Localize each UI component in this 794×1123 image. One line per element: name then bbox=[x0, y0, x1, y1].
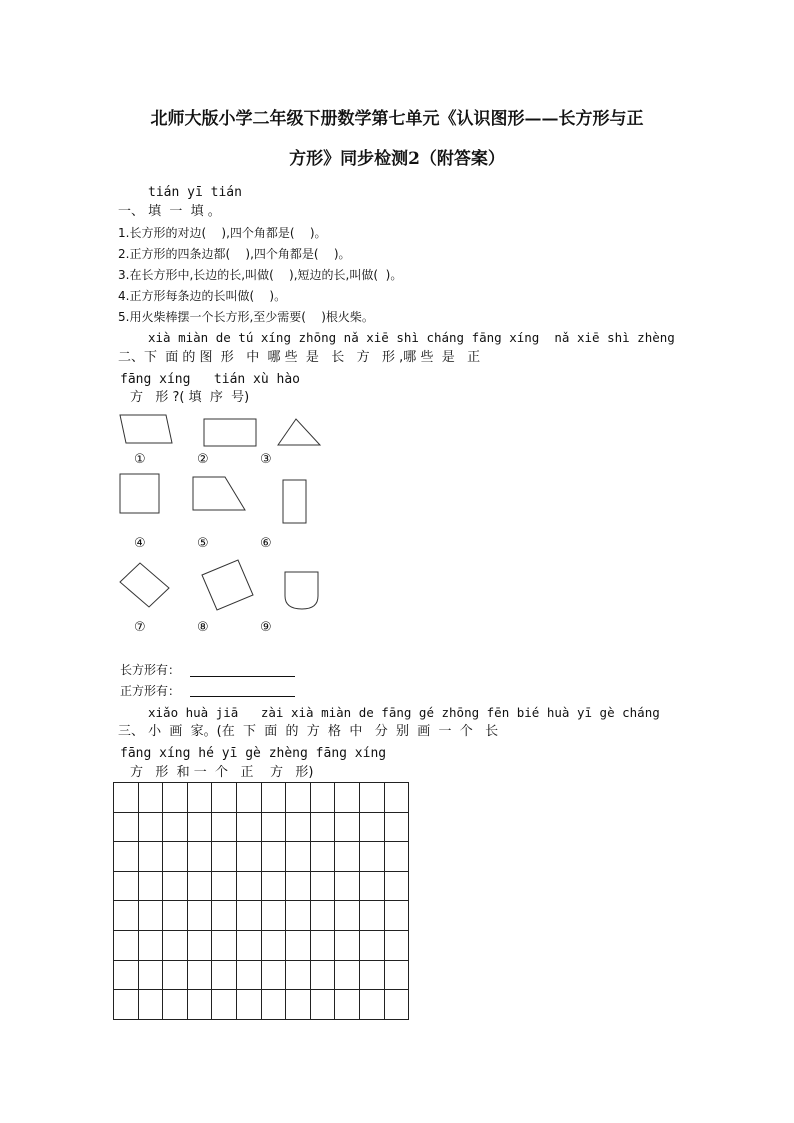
grid-cell[interactable] bbox=[359, 990, 384, 1020]
grid-cell[interactable] bbox=[212, 812, 237, 842]
grid-cell[interactable] bbox=[114, 783, 139, 813]
grid-cell[interactable] bbox=[261, 842, 286, 872]
shape-label-4: ④ bbox=[134, 536, 146, 551]
grid-cell[interactable] bbox=[384, 901, 409, 931]
grid-cell[interactable] bbox=[384, 783, 409, 813]
shape-1-parallelogram bbox=[118, 412, 174, 446]
section3-pinyin1: xiǎo huà jiā zài xià miàn de fāng gé zhōng fēn bié huà yī gè cháng bbox=[148, 705, 660, 720]
grid-cell[interactable] bbox=[286, 960, 311, 990]
grid-cell[interactable] bbox=[384, 930, 409, 960]
grid-cell[interactable] bbox=[163, 990, 188, 1020]
grid-cell[interactable] bbox=[310, 783, 335, 813]
grid-cell[interactable] bbox=[384, 871, 409, 901]
grid-cell[interactable] bbox=[163, 812, 188, 842]
grid-cell[interactable] bbox=[335, 871, 360, 901]
shape-label-3: ③ bbox=[260, 452, 272, 467]
grid-cell[interactable] bbox=[187, 930, 212, 960]
grid-cell[interactable] bbox=[261, 960, 286, 990]
grid-cell[interactable] bbox=[114, 871, 139, 901]
question-1: 1.长方形的对边( ),四个角都是( )。 bbox=[118, 226, 327, 240]
grid-cell[interactable] bbox=[138, 842, 163, 872]
grid-cell[interactable] bbox=[359, 812, 384, 842]
shape-label-1: ① bbox=[134, 452, 146, 467]
grid-cell[interactable] bbox=[114, 812, 139, 842]
grid-cell[interactable] bbox=[236, 871, 261, 901]
grid-cell[interactable] bbox=[163, 871, 188, 901]
grid-cell[interactable] bbox=[286, 842, 311, 872]
shape-label-2: ② bbox=[197, 452, 209, 467]
shape-label-9: ⑨ bbox=[260, 620, 272, 635]
section1-pinyin: tián yī tián bbox=[148, 185, 242, 200]
shape-3-triangle bbox=[274, 416, 324, 448]
shape-label-6: ⑥ bbox=[260, 536, 272, 551]
grid-cell[interactable] bbox=[359, 871, 384, 901]
grid-cell[interactable] bbox=[236, 842, 261, 872]
grid-cell[interactable] bbox=[261, 812, 286, 842]
grid-cell[interactable] bbox=[359, 783, 384, 813]
grid-row bbox=[114, 842, 409, 872]
grid-cell[interactable] bbox=[138, 812, 163, 842]
grid-cell[interactable] bbox=[384, 842, 409, 872]
section2-pinyin1: xià miàn de tú xíng zhōng nǎ xiē shì cháng fāng xíng nǎ xiē shì zhèng bbox=[148, 330, 675, 345]
grid-cell[interactable] bbox=[310, 930, 335, 960]
grid-row bbox=[114, 812, 409, 842]
grid-cell[interactable] bbox=[138, 960, 163, 990]
grid-cell[interactable] bbox=[187, 990, 212, 1020]
grid-cell[interactable] bbox=[359, 901, 384, 931]
grid-cell[interactable] bbox=[187, 842, 212, 872]
grid-cell[interactable] bbox=[212, 960, 237, 990]
grid-cell[interactable] bbox=[138, 783, 163, 813]
grid-cell[interactable] bbox=[359, 842, 384, 872]
grid-cell[interactable] bbox=[359, 960, 384, 990]
shape-label-5: ⑤ bbox=[197, 536, 209, 551]
grid-cell[interactable] bbox=[163, 960, 188, 990]
grid-cell[interactable] bbox=[335, 812, 360, 842]
section3-heading1: 三、 小 画 家。(在 下 面 的 方 格 中 分 别 画 一 个 长 bbox=[118, 724, 499, 739]
grid-row bbox=[114, 901, 409, 931]
section1-heading: 一、 填 一 填 。 bbox=[118, 204, 221, 219]
grid-cell[interactable] bbox=[187, 783, 212, 813]
shape-5-trapezoid bbox=[191, 474, 247, 514]
grid-cell[interactable] bbox=[114, 901, 139, 931]
grid-cell[interactable] bbox=[261, 783, 286, 813]
grid-cell[interactable] bbox=[310, 812, 335, 842]
grid-cell[interactable] bbox=[163, 901, 188, 931]
question-3: 3.在长方形中,长边的长,叫做( ),短边的长,叫做( )。 bbox=[118, 268, 403, 282]
answer-squares-label: 正方形有： bbox=[120, 684, 181, 698]
grid-cell[interactable] bbox=[138, 990, 163, 1020]
grid-cell[interactable] bbox=[212, 990, 237, 1020]
section2-heading1: 二、下 面 的 图 形 中 哪 些 是 长 方 形 ,哪 些 是 正 bbox=[118, 350, 481, 365]
grid-row bbox=[114, 960, 409, 990]
shape-4-square bbox=[118, 472, 162, 516]
grid-cell[interactable] bbox=[335, 901, 360, 931]
shape-2-rectangle bbox=[202, 416, 258, 448]
answer-rectangles-label: 长方形有： bbox=[120, 663, 181, 677]
section2-pinyin2: fāng xíng tián xù hào bbox=[120, 372, 301, 387]
grid-cell[interactable] bbox=[286, 812, 311, 842]
grid-cell[interactable] bbox=[384, 812, 409, 842]
grid-row bbox=[114, 871, 409, 901]
answer-rectangles-line[interactable] bbox=[190, 676, 295, 677]
grid-cell[interactable] bbox=[187, 812, 212, 842]
shape-label-8: ⑧ bbox=[197, 620, 209, 635]
grid-cell[interactable] bbox=[310, 960, 335, 990]
grid-cell[interactable] bbox=[286, 930, 311, 960]
grid-cell[interactable] bbox=[187, 901, 212, 931]
grid-cell[interactable] bbox=[212, 842, 237, 872]
grid-cell[interactable] bbox=[187, 871, 212, 901]
grid-cell[interactable] bbox=[114, 930, 139, 960]
grid-cell[interactable] bbox=[310, 871, 335, 901]
grid-cell[interactable] bbox=[384, 990, 409, 1020]
grid-cell[interactable] bbox=[187, 960, 212, 990]
grid-cell[interactable] bbox=[236, 783, 261, 813]
grid-cell[interactable] bbox=[114, 842, 139, 872]
shape-7-tilted-rectangle bbox=[118, 560, 172, 610]
grid-cell[interactable] bbox=[286, 901, 311, 931]
shape-9-curved-bottom bbox=[282, 570, 322, 612]
section2-heading2: 方 形 ?( 填 序 号) bbox=[130, 390, 250, 405]
grid-cell[interactable] bbox=[212, 783, 237, 813]
grid-cell[interactable] bbox=[212, 871, 237, 901]
grid-cell[interactable] bbox=[163, 842, 188, 872]
grid-cell[interactable] bbox=[286, 871, 311, 901]
page-title-line2: 方形》同步检测2（附答案） bbox=[289, 149, 505, 169]
grid-cell[interactable] bbox=[310, 842, 335, 872]
grid-cell[interactable] bbox=[138, 930, 163, 960]
section3-pinyin2: fāng xíng hé yī gè zhèng fāng xíng bbox=[120, 746, 387, 761]
grid-cell[interactable] bbox=[261, 930, 286, 960]
question-2: 2.正方形的四条边都( ),四个角都是( )。 bbox=[118, 247, 351, 261]
grid-cell[interactable] bbox=[335, 960, 360, 990]
grid-cell[interactable] bbox=[286, 990, 311, 1020]
grid-cell[interactable] bbox=[138, 901, 163, 931]
grid-row bbox=[114, 783, 409, 813]
grid-cell[interactable] bbox=[236, 990, 261, 1020]
shape-8-tilted-square bbox=[200, 557, 258, 613]
grid-cell[interactable] bbox=[163, 783, 188, 813]
grid-cell[interactable] bbox=[212, 930, 237, 960]
grid-cell[interactable] bbox=[335, 842, 360, 872]
grid-cell[interactable] bbox=[335, 990, 360, 1020]
grid-cell[interactable] bbox=[138, 871, 163, 901]
grid-cell[interactable] bbox=[114, 990, 139, 1020]
answer-squares-line[interactable] bbox=[190, 696, 295, 697]
page-title-line1: 北师大版小学二年级下册数学第七单元《认识图形——长方形与正 bbox=[150, 109, 644, 129]
grid-row bbox=[114, 930, 409, 960]
grid-cell[interactable] bbox=[335, 783, 360, 813]
grid-cell[interactable] bbox=[236, 901, 261, 931]
drawing-grid[interactable] bbox=[113, 782, 409, 1020]
grid-cell[interactable] bbox=[114, 960, 139, 990]
grid-cell[interactable] bbox=[261, 901, 286, 931]
shape-label-7: ⑦ bbox=[134, 620, 146, 635]
shape-6-rectangle bbox=[281, 478, 309, 526]
grid-cell[interactable] bbox=[310, 990, 335, 1020]
question-4: 4.正方形每条边的长叫做( )。 bbox=[118, 289, 287, 303]
grid-cell[interactable] bbox=[236, 812, 261, 842]
grid-cell[interactable] bbox=[286, 783, 311, 813]
grid-cell[interactable] bbox=[261, 871, 286, 901]
section3-heading2: 方 形 和 一 个 正 方 形) bbox=[130, 765, 314, 780]
grid-cell[interactable] bbox=[335, 930, 360, 960]
grid-cell[interactable] bbox=[261, 990, 286, 1020]
grid-cell[interactable] bbox=[163, 930, 188, 960]
grid-cell[interactable] bbox=[384, 960, 409, 990]
grid-cell[interactable] bbox=[236, 960, 261, 990]
grid-cell[interactable] bbox=[310, 901, 335, 931]
grid-cell[interactable] bbox=[236, 930, 261, 960]
grid-cell[interactable] bbox=[359, 930, 384, 960]
grid-cell[interactable] bbox=[212, 901, 237, 931]
question-5: 5.用火柴棒摆一个长方形,至少需要( )根火柴。 bbox=[118, 310, 374, 324]
grid-row bbox=[114, 990, 409, 1020]
